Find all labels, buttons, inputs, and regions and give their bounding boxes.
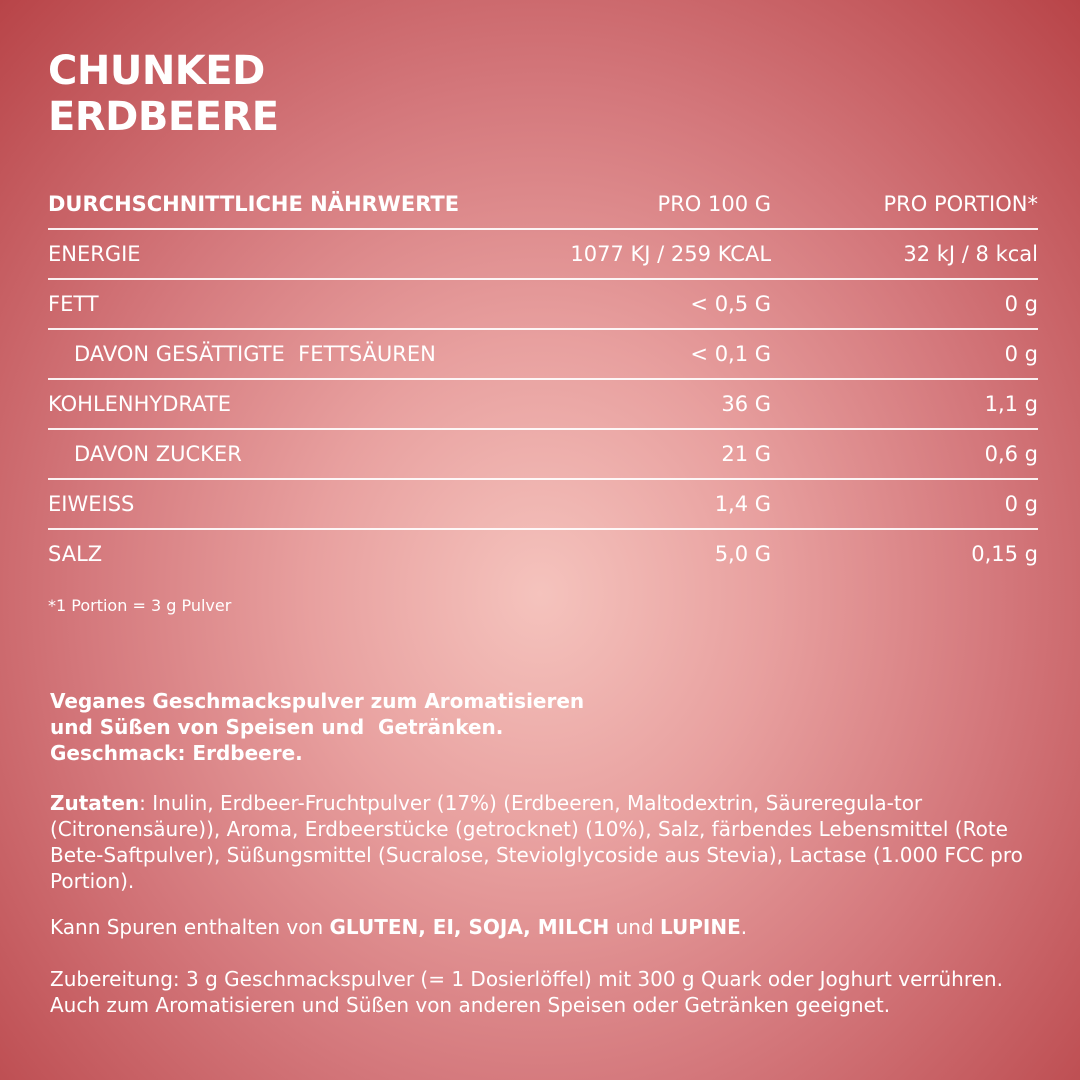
preparation-paragraph: Zubereitung: 3 g Geschmackspulver (= 1 Dosierlöffel) mit 300 g Quark oder Joghurt verrühren. Auch zum Aromatisieren und Süßen von anderen Speisen oder Getränken geeignet. — [50, 967, 1003, 1017]
header-label: DURCHSCHNITTLICHE NÄHRWERTE — [48, 180, 535, 229]
row-label: KOHLENHYDRATE — [48, 379, 535, 429]
description-line2: und Süßen von Speisen und Getränken. — [50, 715, 504, 739]
row-per-portion: 0 g — [771, 329, 1038, 379]
row-per-portion: 0 g — [771, 279, 1038, 329]
row-label: SALZ — [48, 542, 103, 566]
product-title — [48, 48, 279, 140]
row-label: EIWEISS — [48, 479, 535, 529]
row-label: DAVON GESÄTTIGTE FETTSÄUREN — [48, 329, 535, 379]
portion-footnote: *1 Portion = 3 g Pulver — [48, 596, 232, 615]
row-per-portion: 0 g — [771, 479, 1038, 529]
product-title-line2: ERDBEERE — [48, 94, 279, 140]
traces-last-allergen: LUPINE — [660, 915, 741, 939]
row-per-portion: 1,1 g — [771, 379, 1038, 429]
ingredients-label: Zutaten — [50, 791, 140, 815]
nutrition-header-row — [48, 180, 1038, 229]
row-per100: 21 G — [535, 429, 771, 479]
allergen-traces — [50, 914, 1035, 940]
product-title-line1: CHUNKED — [48, 48, 265, 94]
description-line3: Geschmack: Erdbeere. — [50, 741, 303, 765]
ingredients-paragraph — [50, 790, 1035, 894]
table-row — [48, 529, 1038, 578]
row-per100: < 0,1 G — [535, 329, 771, 379]
table-row — [48, 429, 1038, 479]
row-label: DAVON ZUCKER — [48, 429, 535, 479]
table-row — [48, 229, 1038, 279]
traces-suffix: . — [740, 915, 748, 939]
ingredients-text: : Inulin, Erdbeer-Fruchtpulver (17%) (Erdbeeren, Maltodextrin, Säureregula-tor (Citronensäure)), Aroma, Erdbeerstücke (getrocknet) (10%), Salz, färbendes Lebensmittel (Rote Bete-Saftpulver), Süßungsmittel (Sucralose, Steviolglycoside aus Stevia), Lactase (1.000 FCC pro Portion). — [50, 791, 1023, 893]
row-per100: 1,4 G — [535, 479, 771, 529]
traces-and: und — [609, 915, 660, 939]
traces-allergens: GLUTEN, EI, SOJA, MILCH — [329, 915, 610, 939]
row-label: FETT — [48, 279, 535, 329]
row-per100: 1077 KJ / 259 KCAL — [535, 229, 771, 279]
row-per-portion: 32 kJ / 8 kcal — [771, 229, 1038, 279]
row-per-portion: 0,15 g — [971, 542, 1038, 566]
header-per-portion: PRO PORTION* — [771, 180, 1038, 229]
row-per100: 36 G — [535, 379, 771, 429]
table-row — [48, 329, 1038, 379]
row-per100: < 0,5 G — [535, 279, 771, 329]
row-per-portion: 0,6 g — [771, 429, 1038, 479]
description-line1: Veganes Geschmackspulver zum Aromatisieren — [50, 689, 585, 713]
traces-prefix: Kann Spuren enthalten von — [50, 915, 330, 939]
table-row — [48, 479, 1038, 529]
row-per100: 5,0 G — [714, 542, 772, 566]
table-row — [48, 379, 1038, 429]
table-row — [48, 279, 1038, 329]
header-per100: PRO 100 G — [535, 180, 771, 229]
nutrition-table — [48, 180, 1038, 578]
product-description — [50, 688, 1030, 766]
row-label: ENERGIE — [48, 229, 535, 279]
